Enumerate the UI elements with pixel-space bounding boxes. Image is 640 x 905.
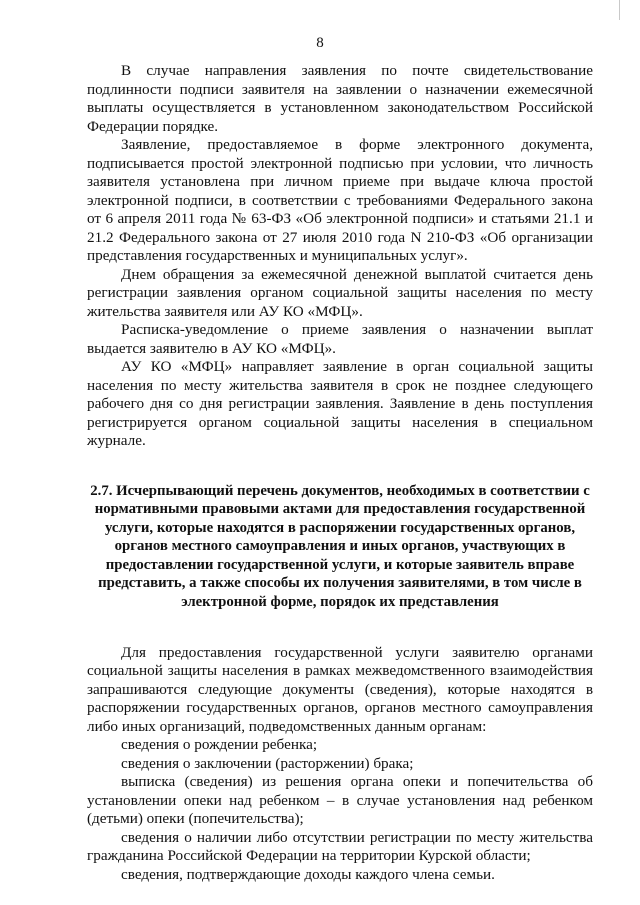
section-heading: 2.7. Исчерпывающий перечень документов, необходимых в соответствии с нормативными правовыми актами для предоставления государственной услуги, которые находятся в распоряжении государственных органов, органов местного самоуправления и иных органов, участвующих в предоставлении государственной услуги, и которые заявитель вправе представить, а также способы их получения заявителями, в том числе в электронной форме, порядок их представления (90, 482, 590, 611)
list-item: сведения о заключении (расторжении) брака; (121, 754, 414, 772)
paragraph-mail-signature: В случае направления заявления по почте свидетельствование подлинности подписи заявителя на заявлении о назначении ежемесячной выплаты осуществляется в установленном законодательством Российской Федерации порядке. (87, 62, 593, 135)
paragraph-interagency-intro: Для предоставления государственной услуги заявителю органами социальной защиты населения в рамках межведомственного взаимодействия запрашиваются следующие документы (сведения), которые находятся в распоряжении государственных органов, органов местного самоуправления либо иных организаций, подведомственных данным органам: (87, 643, 593, 735)
list-item: выписка (сведения) из решения органа опеки и попечительства об установлении опеки над ребенком – в случае установления над ребенком (детьми) опеки (попечительства); (87, 773, 593, 828)
list-item: сведения, подтверждающие доходы каждого члена семьи. (121, 865, 495, 883)
page-number: 8 (316, 35, 324, 51)
list-item: сведения о наличии либо отсутствии регистрации по месту жительства гражданина Российской Федерации на территории Курской области; (87, 828, 593, 865)
document-body (87, 62, 593, 884)
list-item: сведения о рождении ребенка; (121, 736, 318, 754)
paragraph-electronic-signature: Заявление, предоставляемое в форме электронного документа, подписывается простой электронной подписью при условии, что личность заявителя установлена при личном приеме при выдаче ключа простой электронной подписи, в соответствии с требованиями Федерального закона от 6 апреля 2011 года № 63-ФЗ «Об электронной подписи» и статьями 21.1 и 21.2 Федерального закона от 27 июля 2010 года N 210-ФЗ «Об организации представления государственных и муниципальных услуг». (87, 136, 593, 264)
scan-edge-line (619, 0, 620, 20)
paragraph-mfc-forwarding: АУ КО «МФЦ» направляет заявление в орган социальной защиты населения по месту жительства заявителя в срок не позднее следующего рабочего дня со дня регистрации заявления. Заявление в день поступления регистрируется органом социальной защиты населения в специальном журнале. (87, 358, 593, 449)
paragraph-request-date: Днем обращения за ежемесячной денежной выплатой считается день регистрации заявления органом социальной защиты населения по месту жительства заявителя или АУ КО «МФЦ». (87, 265, 593, 320)
paragraph-receipt-notice: Расписка-уведомление о приеме заявления о назначении выплат выдается заявителю в АУ КО «МФЦ». (87, 321, 593, 357)
